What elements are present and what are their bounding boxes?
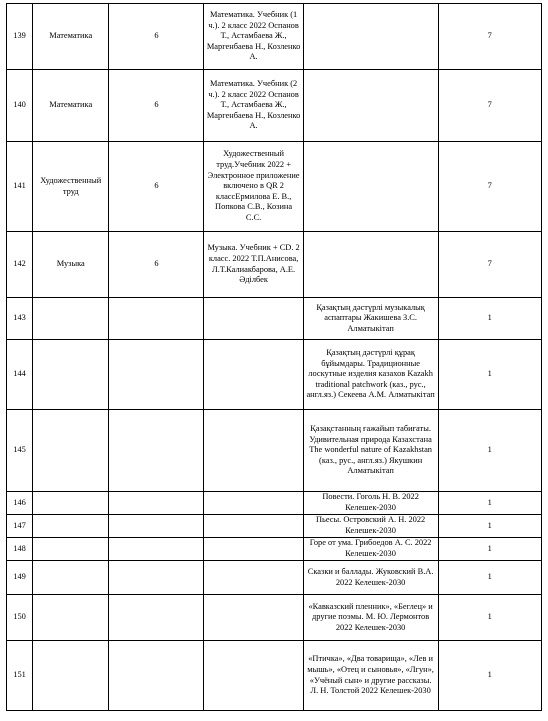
row-number: 139 (7, 4, 33, 70)
subject-cell (33, 515, 109, 538)
textbook-cell: Математика. Учебник (1 ч.). 2 класс 2022 Оспанов Т., Астамбаева Ж., Маргенбаева Н., Козленко А. (204, 4, 303, 70)
grade-cell (109, 515, 204, 538)
quantity-cell: 7 (438, 142, 542, 232)
textbook-cell (204, 410, 303, 492)
table-row (7, 492, 542, 515)
extra-book-cell: Қазақтың дәстүрлі музыкалық аспаптары Жакишева З.С. Алматыкітап (303, 298, 438, 340)
quantity-cell: 1 (438, 410, 542, 492)
grade-cell (109, 561, 204, 595)
textbook-cell (204, 538, 303, 561)
quantity-cell: 1 (438, 515, 542, 538)
grade-cell: 6 (109, 70, 204, 142)
subject-cell: Художественный труд (33, 142, 109, 232)
row-number: 143 (7, 298, 33, 340)
extra-book-cell (303, 232, 438, 298)
textbook-cell: Художественный труд.Учебник 2022 + Электронное приложение включено в QR 2 классЕрмилова Е. В., Попкова С.В., Козина С.С. (204, 142, 303, 232)
row-number: 144 (7, 340, 33, 410)
subject-cell: Математика (33, 4, 109, 70)
quantity-cell: 1 (438, 561, 542, 595)
quantity-cell: 1 (438, 538, 542, 561)
grade-cell (109, 410, 204, 492)
grade-cell (109, 492, 204, 515)
quantity-cell: 1 (438, 298, 542, 340)
grade-cell: 6 (109, 142, 204, 232)
grade-cell (109, 340, 204, 410)
textbook-cell (204, 340, 303, 410)
grade-cell (109, 595, 204, 641)
row-number: 145 (7, 410, 33, 492)
table-row (7, 298, 542, 340)
textbook-cell (204, 515, 303, 538)
extra-book-cell: Қазақтың дәстүрлі құрақ бұйымдары. Традиционные лоскутные изделия казахов Kazakh traditional patchwork (каз., рус., англ.яз.) Секеева А.М. Алматыкітап (303, 340, 438, 410)
row-number: 147 (7, 515, 33, 538)
table-row (7, 70, 542, 142)
subject-cell (33, 492, 109, 515)
quantity-cell: 1 (438, 641, 542, 711)
book-list-table (6, 3, 542, 711)
extra-book-cell: Пьесы. Островский А. Н. 2022 Келешек-2030 (303, 515, 438, 538)
row-number: 140 (7, 70, 33, 142)
extra-book-cell: Қазақстанның ғажайып табиғаты. Удивительная природа Казахстана The wonderful nature of Kazakhstan (каз., рус., англ.яз.) Якушкин Алматыкітап (303, 410, 438, 492)
quantity-cell: 1 (438, 595, 542, 641)
table-row (7, 561, 542, 595)
textbook-cell (204, 641, 303, 711)
row-number: 142 (7, 232, 33, 298)
table-row (7, 515, 542, 538)
table-row (7, 538, 542, 561)
extra-book-cell: «Птичка», «Два товарища», «Лев и мышь», «Отец и сыновья», «Лгун», «Учёный сын» и другие рассказы. Л. Н. Толстой 2022 Келешек-2030 (303, 641, 438, 711)
grade-cell: 6 (109, 232, 204, 298)
row-number: 148 (7, 538, 33, 561)
quantity-cell: 7 (438, 70, 542, 142)
subject-cell (33, 595, 109, 641)
row-number: 146 (7, 492, 33, 515)
row-number: 149 (7, 561, 33, 595)
subject-cell: Музыка (33, 232, 109, 298)
subject-cell (33, 298, 109, 340)
subject-cell (33, 538, 109, 561)
extra-book-cell (303, 70, 438, 142)
textbook-cell (204, 298, 303, 340)
grade-cell (109, 298, 204, 340)
table-row (7, 641, 542, 711)
textbook-cell (204, 492, 303, 515)
extra-book-cell: Повести. Гоголь Н. В. 2022 Келешек-2030 (303, 492, 438, 515)
subject-cell (33, 410, 109, 492)
extra-book-cell (303, 4, 438, 70)
row-number: 141 (7, 142, 33, 232)
subject-cell (33, 340, 109, 410)
extra-book-cell (303, 142, 438, 232)
subject-cell (33, 641, 109, 711)
textbook-cell: Математика. Учебник (2 ч.). 2 класс 2022 Оспанов Т., Астамбаева Ж., Маргенбаева Н., Козленко А. (204, 70, 303, 142)
grade-cell: 6 (109, 4, 204, 70)
textbook-cell (204, 595, 303, 641)
quantity-cell: 7 (438, 4, 542, 70)
extra-book-cell: «Кавказский пленник», «Беглец» и другие поэмы. М. Ю. Лермонтов 2022 Келешек-2030 (303, 595, 438, 641)
extra-book-cell: Горе от ума. Грибоедов А. С. 2022 Келешек-2030 (303, 538, 438, 561)
subject-cell: Математика (33, 70, 109, 142)
table-row (7, 142, 542, 232)
table-row (7, 340, 542, 410)
grade-cell (109, 641, 204, 711)
textbook-cell (204, 561, 303, 595)
table-row (7, 410, 542, 492)
subject-cell (33, 561, 109, 595)
grade-cell (109, 538, 204, 561)
table-row (7, 4, 542, 70)
quantity-cell: 1 (438, 340, 542, 410)
quantity-cell: 7 (438, 232, 542, 298)
textbook-cell: Музыка. Учебник + CD. 2 класс. 2022 Т.П.Анисова, Л.Т.Калиакбарова, А.Е. Әділбек (204, 232, 303, 298)
table-row (7, 595, 542, 641)
row-number: 151 (7, 641, 33, 711)
row-number: 150 (7, 595, 33, 641)
extra-book-cell: Сказки и баллады. Жуковский В.А. 2022 Келешек-2030 (303, 561, 438, 595)
table-row (7, 232, 542, 298)
quantity-cell: 1 (438, 492, 542, 515)
